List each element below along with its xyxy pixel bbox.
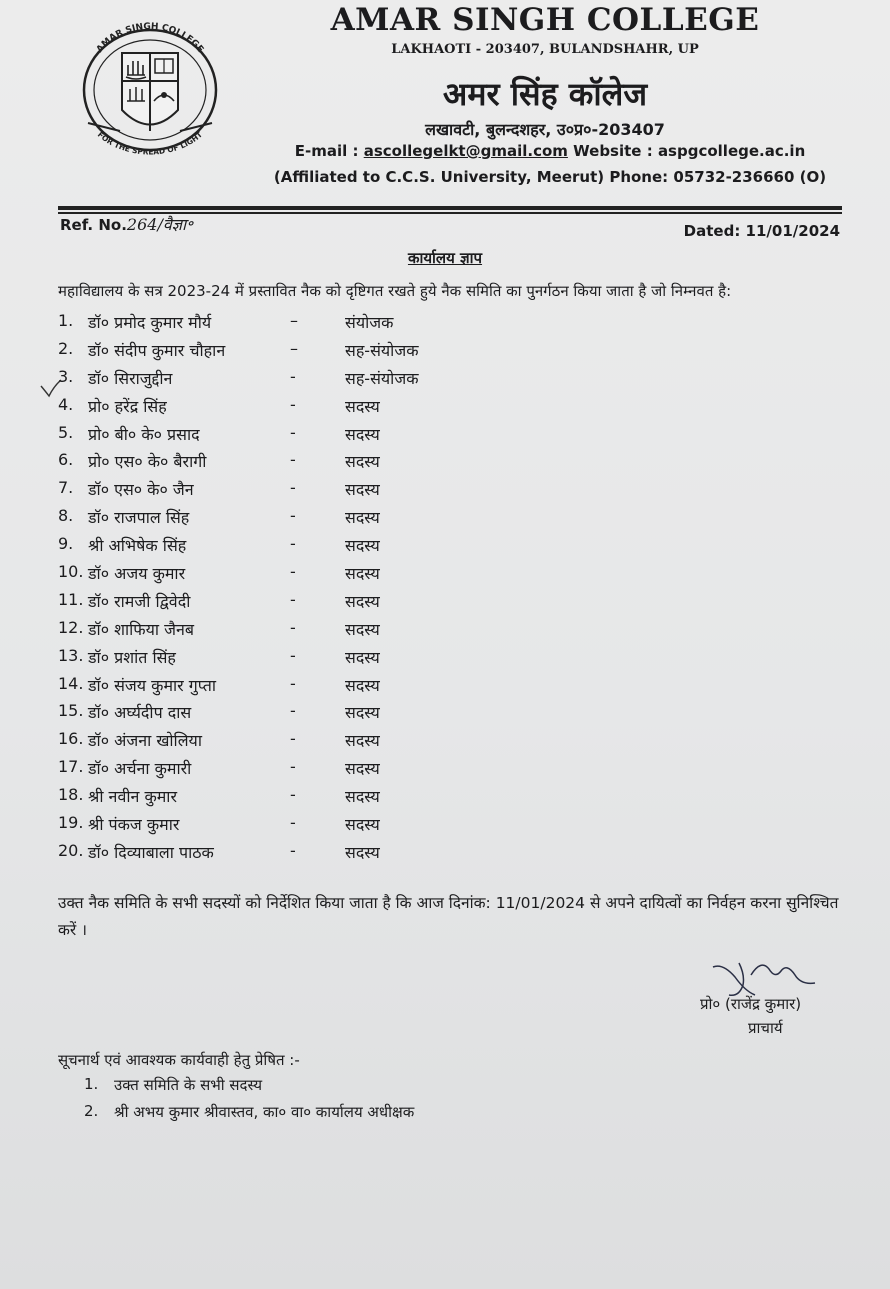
member-role: सदस्य: [345, 564, 380, 584]
member-role: सदस्य: [345, 619, 380, 639]
member-dash: -: [290, 785, 296, 805]
member-number: 17.: [58, 757, 84, 777]
member-dash: -: [290, 366, 296, 386]
cc-heading: सूचनार्थ एवं आवश्यक कार्यवाही हेतु प्रेषित :-: [58, 1051, 300, 1069]
member-row: [58, 423, 558, 451]
member-name: डॉ० एस० के० जैन: [88, 480, 194, 500]
member-dash: -: [290, 645, 296, 665]
member-dash: -: [290, 673, 296, 693]
member-number: 4.: [58, 394, 74, 414]
college-address-hindi: लखावटी, बुलन्दशहर, उ०प्र०-203407: [425, 120, 665, 139]
member-row: [58, 506, 558, 534]
member-role: सदस्य: [345, 480, 380, 500]
website-label: Website :: [573, 142, 653, 160]
member-name: डॉ० रामजी द्विवेदी: [88, 591, 191, 611]
member-role: सदस्य: [345, 536, 380, 556]
member-role: सदस्य: [345, 424, 380, 444]
member-dash: –: [290, 338, 298, 358]
member-number: 18.: [58, 785, 84, 805]
member-number: 13.: [58, 645, 84, 665]
member-row: [58, 395, 558, 423]
contact-line: [250, 142, 850, 160]
reference-number: [60, 213, 193, 235]
member-number: 9.: [58, 534, 74, 554]
member-name: डॉ० शाफिया जैनब: [88, 619, 195, 639]
member-number: 11.: [58, 589, 84, 609]
svg-text:FOR THE SPREAD OF LIGHT: FOR THE SPREAD OF LIGHT: [95, 130, 205, 157]
member-number: 5.: [58, 422, 74, 442]
member-name: डॉ० अंजना खोलिया: [88, 731, 202, 751]
member-number: 6.: [58, 450, 74, 470]
member-name: डॉ० संदीप कुमार चौहान: [88, 340, 226, 360]
college-name-english: AMAR SINGH COLLEGE: [330, 2, 760, 38]
member-dash: -: [290, 562, 296, 582]
member-dash: –: [290, 311, 298, 330]
member-name: श्री पंकज कुमार: [88, 815, 180, 835]
signer-name: प्रो० (राजेंद्र कुमार): [700, 995, 802, 1013]
member-role: सदस्य: [345, 731, 380, 751]
college-address-english: LAKHAOTI - 203407, BULANDSHAHR, UP: [391, 42, 699, 57]
member-row: [58, 701, 558, 729]
member-role: सह-संयोजक: [345, 340, 419, 360]
member-name: डॉ० प्रमोद कुमार मौर्य: [88, 313, 212, 332]
member-name: प्रो० हरेंद्र सिंह: [88, 396, 167, 416]
member-number: 15.: [58, 701, 84, 721]
email-label: E-mail :: [294, 142, 359, 160]
member-dash: -: [290, 840, 296, 860]
member-dash: -: [290, 617, 296, 637]
ref-label: Ref. No.: [60, 216, 127, 234]
website-text: aspgcollege.ac.in: [657, 142, 806, 160]
cc-text: उक्त समिति के सभी सदस्य: [114, 1076, 263, 1094]
member-dash: -: [290, 450, 296, 470]
member-role: सदस्य: [345, 703, 380, 723]
member-role: सदस्य: [345, 815, 380, 835]
member-name: डॉ० प्रशांत सिंह: [88, 647, 176, 667]
member-role: सदस्य: [345, 647, 380, 667]
member-row: [58, 674, 558, 702]
member-dash: -: [290, 394, 296, 414]
memo-intro: महाविद्यालय के सत्र 2023-24 में प्रस्तावित नैक को दृष्टिगत रखते हुये नैक समिति का पुनर्गठन किया जाता है जो निम्नवत है:: [58, 282, 732, 300]
member-dash: -: [290, 813, 296, 833]
member-row: [58, 618, 558, 646]
member-row: [58, 785, 558, 813]
member-number: 14.: [58, 673, 84, 693]
instruction-paragraph: उक्त नैक समिति के सभी सदस्यों को निर्देशित किया जाता है कि आज दिनांक: 11/01/2024 से अपने दायित्वों का निर्वहन करना सुनिश्चित करें ।: [58, 894, 839, 939]
member-role: सदस्य: [345, 842, 380, 862]
member-number: 19.: [58, 813, 84, 833]
member-dash: -: [290, 729, 296, 749]
email-link[interactable]: ascollegelkt@gmail.com: [363, 142, 568, 160]
member-role: सदस्य: [345, 759, 380, 779]
member-role: सदस्य: [345, 787, 380, 807]
member-name: डॉ० अर्घ्यदीप दास: [88, 703, 192, 723]
member-role: सदस्य: [345, 591, 380, 611]
member-number: 3.: [58, 366, 74, 386]
member-dash: -: [290, 506, 296, 526]
member-role: संयोजक: [345, 313, 394, 332]
header-divider-thick: [58, 206, 842, 210]
member-name: डॉ० संजय कुमार गुप्ता: [88, 675, 216, 695]
member-number: 2.: [58, 338, 74, 358]
committee-member-list: [58, 311, 558, 869]
member-role: सदस्य: [345, 508, 380, 528]
member-row: [58, 478, 558, 506]
member-row: [58, 841, 558, 869]
member-name: श्री नवीन कुमार: [88, 787, 177, 807]
office-memo-title: कार्यालय ज्ञाप: [407, 249, 483, 267]
affiliation-line: (Affiliated to C.C.S. University, Meerut) Phone: 05732-236660 (O): [273, 168, 827, 186]
letter-date: Dated: 11/01/2024: [683, 222, 840, 240]
member-role: सदस्य: [345, 675, 380, 695]
member-row: [58, 757, 558, 785]
member-number: 1.: [58, 311, 74, 330]
member-row: [58, 590, 558, 618]
member-row: [58, 562, 558, 590]
member-row: [58, 534, 558, 562]
member-row: [58, 311, 558, 339]
member-name: डॉ० दिव्याबाला पाठक: [88, 842, 214, 862]
member-dash: -: [290, 701, 296, 721]
college-emblem-logo: [70, 15, 230, 165]
member-row: [58, 450, 558, 478]
member-name: डॉ० राजपाल सिंह: [88, 508, 190, 528]
signer-title: प्राचार्य: [748, 1019, 783, 1037]
member-number: 12.: [58, 617, 84, 637]
member-name: प्रो० एस० के० बैरागी: [88, 452, 207, 472]
member-number: 20.: [58, 840, 84, 860]
college-name-hindi: अमर सिंह कॉलेज: [442, 75, 648, 113]
member-number: 7.: [58, 478, 74, 498]
member-name: डॉ० अर्चना कुमारी: [88, 759, 192, 779]
member-role: सह-संयोजक: [345, 368, 419, 388]
member-role: सदस्य: [345, 396, 380, 416]
member-number: 8.: [58, 506, 74, 526]
cc-number: 1.: [84, 1075, 99, 1093]
member-role: सदस्य: [345, 452, 380, 472]
member-dash: -: [290, 757, 296, 777]
member-dash: -: [290, 478, 296, 498]
member-name: श्री अभिषेक सिंह: [88, 536, 187, 556]
member-name: डॉ० सिराजुद्दीन: [88, 368, 173, 388]
cc-text: श्री अभय कुमार श्रीवास्तव, का० वा० कार्यालय अधीक्षक: [114, 1103, 415, 1121]
member-number: 10.: [58, 562, 84, 582]
member-dash: -: [290, 534, 296, 554]
member-row: [58, 339, 558, 367]
member-row: [58, 813, 558, 841]
member-number: 16.: [58, 729, 84, 749]
member-name: प्रो० बी० के० प्रसाद: [88, 424, 200, 444]
svg-text:AMAR SINGH COLLEGE: AMAR SINGH COLLEGE: [94, 21, 206, 55]
member-dash: -: [290, 422, 296, 442]
cc-number: 2.: [84, 1102, 99, 1120]
member-row: [58, 729, 558, 757]
ref-handwritten-value: 264/वैज्ञा॰: [126, 215, 193, 234]
member-name: डॉ० अजय कुमार: [88, 564, 186, 584]
member-dash: -: [290, 589, 296, 609]
member-row: [58, 367, 558, 395]
member-row: [58, 646, 558, 674]
